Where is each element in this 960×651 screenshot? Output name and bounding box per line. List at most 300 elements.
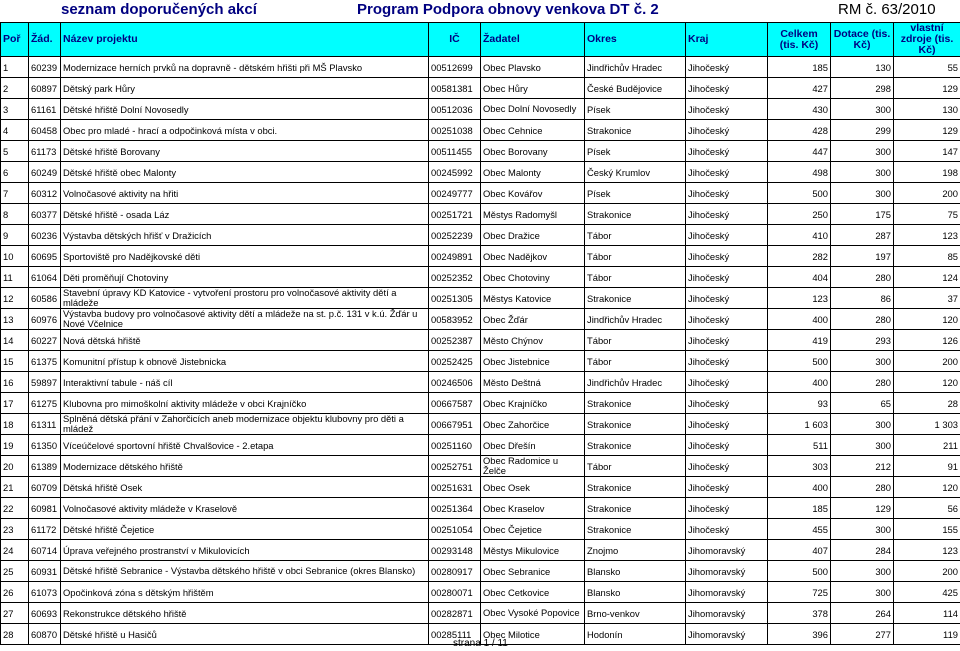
cell-own-funds: 200 [894, 561, 960, 582]
cell-order: 24 [1, 540, 29, 561]
cell-ic: 00667951 [429, 414, 481, 435]
cell-region: Jihočeský [686, 498, 768, 519]
cell-own-funds: 120 [894, 309, 960, 330]
cell-applicant: Obec Žďár [481, 309, 585, 330]
cell-region: Jihomoravský [686, 603, 768, 624]
cell-district: Český Krumlov [585, 162, 686, 183]
cell-region: Jihočeský [686, 162, 768, 183]
cell-region: Jihočeský [686, 57, 768, 78]
cell-ic: 00280917 [429, 561, 481, 582]
cell-project-name: Úprava veřejného prostranství v Mikulovicích [61, 540, 429, 561]
cell-region: Jihočeský [686, 267, 768, 288]
cell-district: Jindřichův Hradec [585, 57, 686, 78]
cell-total: 498 [768, 162, 831, 183]
cell-order: 7 [1, 183, 29, 204]
cell-order: 11 [1, 267, 29, 288]
cell-project-name: Obec pro mladé - hrací a odpočinková místa v obci. [61, 120, 429, 141]
cell-total: 396 [768, 624, 831, 645]
table-row [1, 162, 960, 183]
cell-subsidy: 130 [831, 57, 894, 78]
cell-project-name: Děti proměňují Chotoviny [61, 267, 429, 288]
cell-order: 6 [1, 162, 29, 183]
cell-application: 60693 [29, 603, 61, 624]
cell-application: 61275 [29, 393, 61, 414]
col-header-subsidy: Dotace (tis. Kč) [831, 23, 894, 57]
cell-order: 5 [1, 141, 29, 162]
cell-applicant: Obec Dolní Novosedly [481, 99, 585, 120]
table-row [1, 603, 960, 624]
cell-own-funds: 75 [894, 204, 960, 225]
cell-project-name: Sportoviště pro Nadějkovské děti [61, 246, 429, 267]
cell-region: Jihočeský [686, 414, 768, 435]
cell-total: 1 603 [768, 414, 831, 435]
cell-project-name: Víceúčelové sportovní hřiště Chvalšovice - 2.etapa [61, 435, 429, 456]
col-header-ic: IČ [429, 23, 481, 57]
cell-order: 25 [1, 561, 29, 582]
cell-total: 185 [768, 57, 831, 78]
cell-district: Strakonice [585, 120, 686, 141]
cell-applicant: Obec Dřešín [481, 435, 585, 456]
cell-applicant: Obec Zahorčice [481, 414, 585, 435]
cell-total: 303 [768, 456, 831, 477]
cell-own-funds: 91 [894, 456, 960, 477]
cell-ic: 00583952 [429, 309, 481, 330]
cell-district: Blansko [585, 582, 686, 603]
cell-subsidy: 287 [831, 225, 894, 246]
cell-subsidy: 300 [831, 414, 894, 435]
cell-region: Jihočeský [686, 78, 768, 99]
cell-application: 60249 [29, 162, 61, 183]
cell-application: 61161 [29, 99, 61, 120]
cell-district: Jindřichův Hradec [585, 309, 686, 330]
cell-total: 404 [768, 267, 831, 288]
cell-applicant: Obec Kovářov [481, 183, 585, 204]
cell-applicant: Obec Borovany [481, 141, 585, 162]
cell-district: Tábor [585, 330, 686, 351]
cell-order: 13 [1, 309, 29, 330]
cell-applicant: Obec Vysoké Popovice [481, 603, 585, 624]
cell-applicant: Městys Radomyšl [481, 204, 585, 225]
cell-ic: 00249777 [429, 183, 481, 204]
table-row [1, 351, 960, 372]
cell-subsidy: 284 [831, 540, 894, 561]
cell-district: Tábor [585, 246, 686, 267]
cell-ic: 00251721 [429, 204, 481, 225]
cell-own-funds: 28 [894, 393, 960, 414]
cell-order: 15 [1, 351, 29, 372]
cell-application: 60239 [29, 57, 61, 78]
cell-district: Písek [585, 141, 686, 162]
page-header [0, 0, 960, 22]
cell-total: 427 [768, 78, 831, 99]
table-row [1, 330, 960, 351]
cell-region: Jihomoravský [686, 624, 768, 645]
cell-district: Strakonice [585, 435, 686, 456]
cell-order: 17 [1, 393, 29, 414]
cell-order: 21 [1, 477, 29, 498]
cell-own-funds: 56 [894, 498, 960, 519]
cell-own-funds: 1 303 [894, 414, 960, 435]
cell-project-name: Výstavba budovy pro volnočasové aktivity dětí a mládeže na st. p.č. 131 v k.ú. Žďár u Nové Včelnice [61, 309, 429, 330]
cell-project-name: Dětské hřiště u Hasičů [61, 624, 429, 645]
cell-project-name: Rekonstrukce dětského hřiště [61, 603, 429, 624]
cell-own-funds: 198 [894, 162, 960, 183]
cell-order: 19 [1, 435, 29, 456]
cell-ic: 00252425 [429, 351, 481, 372]
cell-applicant: Obec Milotice [481, 624, 585, 645]
cell-subsidy: 300 [831, 183, 894, 204]
col-header-applicant: Žadatel [481, 23, 585, 57]
cell-project-name: Komunitní přístup k obnově Jistebnicka [61, 351, 429, 372]
table-row [1, 183, 960, 204]
cell-application: 61172 [29, 519, 61, 540]
cell-total: 500 [768, 561, 831, 582]
table-row [1, 204, 960, 225]
cell-applicant: Obec Nadějkov [481, 246, 585, 267]
projects-table [0, 22, 960, 645]
cell-own-funds: 123 [894, 540, 960, 561]
cell-project-name: Dětské hřiště Čejetice [61, 519, 429, 540]
cell-project-name: Splněná dětská přání v Zahorčicích aneb modernizace objektu klubovny pro děti a mládež [61, 414, 429, 435]
cell-applicant: Obec Cehnice [481, 120, 585, 141]
table-row [1, 309, 960, 330]
cell-region: Jihočeský [686, 330, 768, 351]
cell-project-name: Volnočasové aktivity mládeže v Kraselově [61, 498, 429, 519]
cell-district: Strakonice [585, 519, 686, 540]
cell-district: Strakonice [585, 498, 686, 519]
cell-application: 60377 [29, 204, 61, 225]
cell-own-funds: 129 [894, 78, 960, 99]
cell-own-funds: 120 [894, 477, 960, 498]
cell-ic: 00251038 [429, 120, 481, 141]
table-row [1, 498, 960, 519]
cell-order: 2 [1, 78, 29, 99]
cell-project-name: Dětské hřiště Sebranice - Výstavba dětského hřiště v obci Sebranice (okres Blansko) [61, 561, 429, 582]
cell-subsidy: 299 [831, 120, 894, 141]
table-row [1, 99, 960, 120]
cell-subsidy: 280 [831, 309, 894, 330]
cell-total: 400 [768, 372, 831, 393]
cell-project-name: Klubovna pro mimoškolní aktivity mládeže v obci Krajníčko [61, 393, 429, 414]
cell-applicant: Obec Jistebnice [481, 351, 585, 372]
cell-applicant: Obec Dražice [481, 225, 585, 246]
cell-order: 4 [1, 120, 29, 141]
cell-district: Tábor [585, 456, 686, 477]
cell-subsidy: 300 [831, 582, 894, 603]
cell-total: 250 [768, 204, 831, 225]
cell-application: 60897 [29, 78, 61, 99]
cell-order: 28 [1, 624, 29, 645]
cell-district: Hodonín [585, 624, 686, 645]
cell-own-funds: 147 [894, 141, 960, 162]
col-header-application: Žád. [29, 23, 61, 57]
cell-applicant: Obec Hůry [481, 78, 585, 99]
cell-subsidy: 212 [831, 456, 894, 477]
cell-region: Jihočeský [686, 456, 768, 477]
table-header-row [1, 23, 960, 57]
cell-district: České Budějovice [585, 78, 686, 99]
table-row [1, 540, 960, 561]
cell-order: 9 [1, 225, 29, 246]
cell-ic: 00282871 [429, 603, 481, 624]
cell-subsidy: 277 [831, 624, 894, 645]
cell-project-name: Dětské hřiště obec Malonty [61, 162, 429, 183]
cell-ic: 00285111 [429, 624, 481, 645]
cell-own-funds: 200 [894, 351, 960, 372]
cell-applicant: Obec Kraselov [481, 498, 585, 519]
cell-applicant: Obec Osek [481, 477, 585, 498]
cell-subsidy: 86 [831, 288, 894, 309]
cell-application: 61350 [29, 435, 61, 456]
cell-district: Strakonice [585, 288, 686, 309]
cell-application: 61311 [29, 414, 61, 435]
cell-order: 22 [1, 498, 29, 519]
table-row [1, 225, 960, 246]
table-row [1, 414, 960, 435]
cell-application: 60695 [29, 246, 61, 267]
cell-district: Tábor [585, 225, 686, 246]
cell-total: 430 [768, 99, 831, 120]
cell-subsidy: 65 [831, 393, 894, 414]
cell-applicant: Obec Plavsko [481, 57, 585, 78]
cell-project-name: Výstavba dětských hřišť v Dražicích [61, 225, 429, 246]
cell-applicant: Městys Katovice [481, 288, 585, 309]
cell-applicant: Obec Čejetice [481, 519, 585, 540]
cell-own-funds: 155 [894, 519, 960, 540]
cell-own-funds: 120 [894, 372, 960, 393]
cell-region: Jihočeský [686, 288, 768, 309]
cell-application: 61389 [29, 456, 61, 477]
page-number: strana 1 / 11 [453, 638, 508, 649]
cell-region: Jihočeský [686, 246, 768, 267]
cell-total: 400 [768, 477, 831, 498]
cell-ic: 00252387 [429, 330, 481, 351]
cell-order: 1 [1, 57, 29, 78]
cell-order: 27 [1, 603, 29, 624]
cell-own-funds: 55 [894, 57, 960, 78]
cell-total: 93 [768, 393, 831, 414]
cell-subsidy: 300 [831, 162, 894, 183]
cell-order: 16 [1, 372, 29, 393]
cell-applicant: Město Deštná [481, 372, 585, 393]
table-row [1, 435, 960, 456]
cell-own-funds: 85 [894, 246, 960, 267]
col-header-own-funds: vlastní zdroje (tis. Kč) [894, 23, 960, 57]
cell-ic: 00511455 [429, 141, 481, 162]
cell-district: Jindřichův Hradec [585, 372, 686, 393]
program-title: Program Podpora obnovy venkova DT č. 2 [357, 1, 659, 18]
cell-own-funds: 126 [894, 330, 960, 351]
cell-total: 455 [768, 519, 831, 540]
document-title: seznam doporučených akcí [61, 1, 257, 18]
cell-own-funds: 119 [894, 624, 960, 645]
cell-own-funds: 114 [894, 603, 960, 624]
cell-application: 61064 [29, 267, 61, 288]
cell-own-funds: 130 [894, 99, 960, 120]
cell-district: Písek [585, 183, 686, 204]
cell-subsidy: 175 [831, 204, 894, 225]
cell-total: 123 [768, 288, 831, 309]
cell-subsidy: 293 [831, 330, 894, 351]
cell-subsidy: 300 [831, 519, 894, 540]
cell-order: 26 [1, 582, 29, 603]
cell-ic: 00512699 [429, 57, 481, 78]
cell-region: Jihomoravský [686, 582, 768, 603]
cell-total: 378 [768, 603, 831, 624]
cell-project-name: Stavební úpravy KD Katovice - vytvoření prostoru pro volnočasové aktivity dětí a mládeže [61, 288, 429, 309]
cell-applicant: Obec Chotoviny [481, 267, 585, 288]
cell-application: 60312 [29, 183, 61, 204]
cell-application: 60709 [29, 477, 61, 498]
cell-own-funds: 211 [894, 435, 960, 456]
cell-project-name: Modernizace dětského hřiště [61, 456, 429, 477]
cell-region: Jihočeský [686, 183, 768, 204]
cell-region: Jihočeský [686, 519, 768, 540]
cell-application: 60714 [29, 540, 61, 561]
cell-district: Znojmo [585, 540, 686, 561]
cell-subsidy: 280 [831, 372, 894, 393]
cell-order: 12 [1, 288, 29, 309]
cell-own-funds: 425 [894, 582, 960, 603]
cell-district: Strakonice [585, 204, 686, 225]
cell-total: 400 [768, 309, 831, 330]
cell-ic: 00249891 [429, 246, 481, 267]
cell-application: 61375 [29, 351, 61, 372]
cell-region: Jihočeský [686, 99, 768, 120]
col-header-total: Celkem (tis. Kč) [768, 23, 831, 57]
cell-total: 419 [768, 330, 831, 351]
cell-total: 410 [768, 225, 831, 246]
cell-application: 60870 [29, 624, 61, 645]
cell-order: 23 [1, 519, 29, 540]
table-row [1, 456, 960, 477]
col-header-district: Okres [585, 23, 686, 57]
cell-total: 282 [768, 246, 831, 267]
cell-subsidy: 300 [831, 435, 894, 456]
cell-own-funds: 129 [894, 120, 960, 141]
cell-applicant: Obec Radomice u Želče [481, 456, 585, 477]
cell-order: 14 [1, 330, 29, 351]
table-row [1, 519, 960, 540]
cell-region: Jihočeský [686, 204, 768, 225]
cell-project-name: Volnočasové aktivity na hřiti [61, 183, 429, 204]
cell-application: 60976 [29, 309, 61, 330]
cell-district: Blansko [585, 561, 686, 582]
cell-ic: 00667587 [429, 393, 481, 414]
cell-project-name: Dětské hřiště - osada Láz [61, 204, 429, 225]
cell-application: 60586 [29, 288, 61, 309]
cell-ic: 00251631 [429, 477, 481, 498]
cell-total: 407 [768, 540, 831, 561]
cell-applicant: Obec Cetkovice [481, 582, 585, 603]
table-row [1, 288, 960, 309]
table-row [1, 120, 960, 141]
cell-total: 500 [768, 351, 831, 372]
cell-district: Brno-venkov [585, 603, 686, 624]
table-row [1, 477, 960, 498]
cell-total: 185 [768, 498, 831, 519]
table-row [1, 57, 960, 78]
cell-district: Tábor [585, 267, 686, 288]
cell-project-name: Dětská hřiště Osek [61, 477, 429, 498]
table-row [1, 267, 960, 288]
cell-subsidy: 300 [831, 561, 894, 582]
cell-region: Jihočeský [686, 225, 768, 246]
cell-region: Jihočeský [686, 372, 768, 393]
cell-ic: 00251305 [429, 288, 481, 309]
table-row [1, 78, 960, 99]
cell-applicant: Obec Sebranice [481, 561, 585, 582]
cell-ic: 00251054 [429, 519, 481, 540]
cell-subsidy: 280 [831, 477, 894, 498]
cell-project-name: Nová dětská hřiště [61, 330, 429, 351]
cell-own-funds: 37 [894, 288, 960, 309]
cell-total: 725 [768, 582, 831, 603]
cell-project-name: Interaktivní tabule - náš cíl [61, 372, 429, 393]
cell-subsidy: 280 [831, 267, 894, 288]
cell-region: Jihočeský [686, 141, 768, 162]
cell-own-funds: 123 [894, 225, 960, 246]
table-row [1, 393, 960, 414]
cell-total: 428 [768, 120, 831, 141]
cell-order: 3 [1, 99, 29, 120]
cell-subsidy: 197 [831, 246, 894, 267]
table-row [1, 141, 960, 162]
cell-own-funds: 200 [894, 183, 960, 204]
cell-order: 20 [1, 456, 29, 477]
cell-ic: 00581381 [429, 78, 481, 99]
cell-region: Jihočeský [686, 120, 768, 141]
cell-project-name: Opočinková zóna s dětským hřištěm [61, 582, 429, 603]
cell-region: Jihočeský [686, 435, 768, 456]
cell-application: 60227 [29, 330, 61, 351]
cell-subsidy: 300 [831, 351, 894, 372]
cell-subsidy: 264 [831, 603, 894, 624]
cell-application: 60931 [29, 561, 61, 582]
table-row [1, 582, 960, 603]
cell-region: Jihočeský [686, 309, 768, 330]
cell-ic: 00246506 [429, 372, 481, 393]
cell-applicant: Město Chýnov [481, 330, 585, 351]
cell-project-name: Dětské hřiště Dolní Novosedly [61, 99, 429, 120]
cell-own-funds: 124 [894, 267, 960, 288]
cell-ic: 00512036 [429, 99, 481, 120]
cell-ic: 00252239 [429, 225, 481, 246]
cell-subsidy: 300 [831, 141, 894, 162]
cell-ic: 00251364 [429, 498, 481, 519]
cell-applicant: Městys Mikulovice [481, 540, 585, 561]
cell-region: Jihomoravský [686, 540, 768, 561]
cell-district: Strakonice [585, 477, 686, 498]
cell-district: Tábor [585, 351, 686, 372]
cell-subsidy: 300 [831, 99, 894, 120]
cell-ic: 00252352 [429, 267, 481, 288]
cell-ic: 00251160 [429, 435, 481, 456]
cell-applicant: Obec Krajníčko [481, 393, 585, 414]
cell-application: 61173 [29, 141, 61, 162]
cell-project-name: Modernizace herních prvků na dopravně - dětském hřišti při MŠ Plavsko [61, 57, 429, 78]
cell-applicant: Obec Malonty [481, 162, 585, 183]
cell-subsidy: 298 [831, 78, 894, 99]
cell-project-name: Dětské hřiště Borovany [61, 141, 429, 162]
table-row [1, 561, 960, 582]
cell-ic: 00252751 [429, 456, 481, 477]
resolution-number: RM č. 63/2010 [838, 1, 936, 18]
cell-region: Jihočeský [686, 477, 768, 498]
cell-order: 8 [1, 204, 29, 225]
col-header-region: Kraj [686, 23, 768, 57]
cell-district: Strakonice [585, 414, 686, 435]
